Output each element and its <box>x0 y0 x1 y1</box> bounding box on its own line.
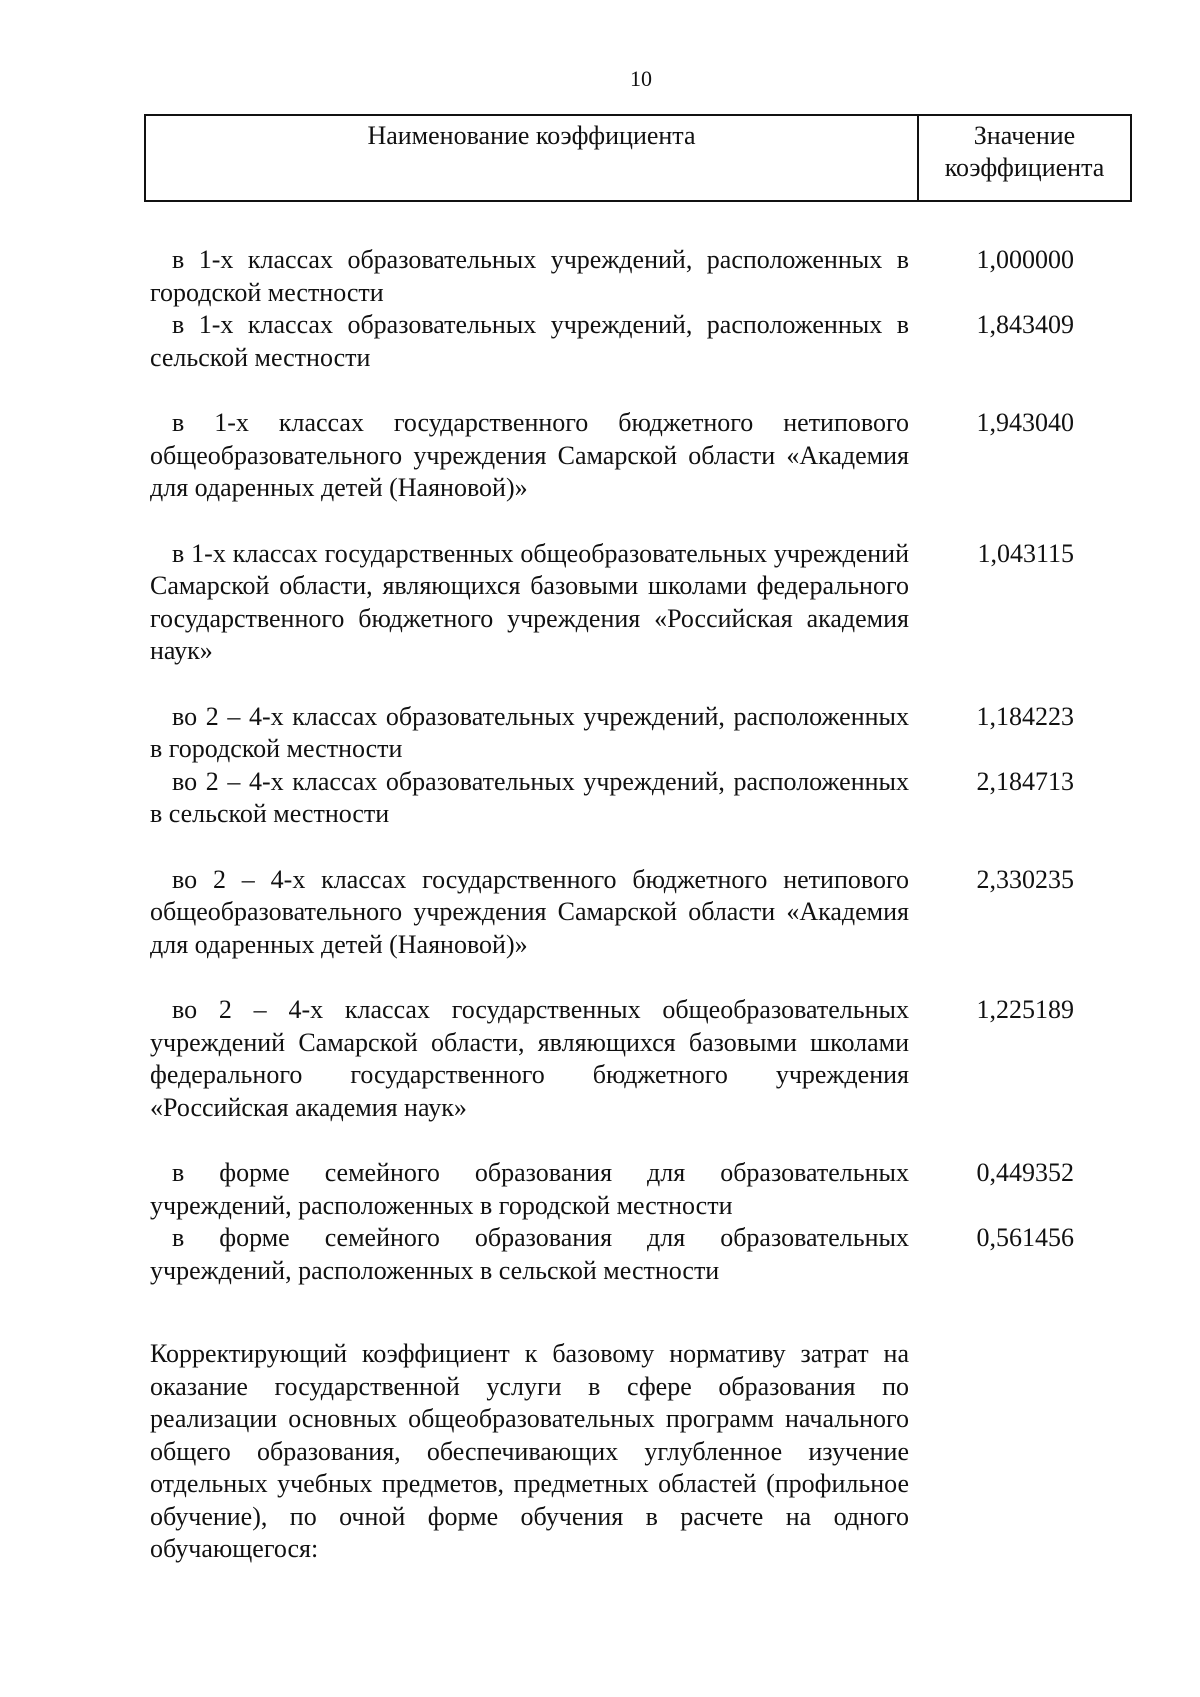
coefficient-list <box>150 244 1080 1287</box>
coefficient-row <box>150 407 1080 505</box>
coefficient-value: 0,449352 <box>976 1158 1074 1187</box>
correction-coefficient-note: Корректирующий коэффициент к базовому нормативу затрат на оказание государственной услуги в сфере образования по реализации основных общеобразовательных программ начального общего образования, обеспечивающих углубленное изучение отдельных учебных предметов, предметных областей (профильное обучение), по очной форме обучения в расчете на одного обучающегося: <box>150 1339 909 1563</box>
coefficient-table-header <box>144 114 1132 202</box>
coefficient-value: 1,843409 <box>976 310 1074 339</box>
coefficient-description: в 1-х классах государственного бюджетного нетипового общеобразовательного учреждения Самарской области «Академия для одаренных детей (Наяновой)» <box>150 408 909 502</box>
coefficient-value: 2,330235 <box>976 864 1074 894</box>
coefficient-value-header-line1: Значение <box>973 121 1076 150</box>
coefficient-row <box>150 538 1080 668</box>
coefficient-value: 0,561456 <box>976 1223 1074 1252</box>
coefficient-row <box>150 1222 1080 1287</box>
coefficient-value: 1,043115 <box>977 538 1074 568</box>
page-number: 10 <box>630 66 652 91</box>
coefficient-row <box>150 1157 1080 1222</box>
coefficient-value-header-line2: коэффициента <box>944 153 1105 182</box>
coefficient-description: в 1-х классах образовательных учреждений, расположенных в сельской местности <box>150 310 909 372</box>
coefficient-name-header: Наименование коэффициента <box>146 116 919 200</box>
coefficient-description: во 2 – 4-х классах государственного бюджетного нетипового общеобразовательного учреждения Самарской области «Академия для одаренных детей (Наяновой)» <box>150 864 909 959</box>
coefficient-description: в 1-х классах образовательных учреждений, расположенных в городской местности <box>150 245 909 307</box>
coefficient-value-header <box>919 116 1130 200</box>
coefficient-value: 1,225189 <box>976 995 1074 1024</box>
coefficient-description: во 2 – 4-х классах образовательных учреждений, расположенных в городской местности <box>150 701 909 763</box>
coefficient-row <box>150 994 1080 1124</box>
coefficient-row <box>150 864 1080 962</box>
coefficient-value: 2,184713 <box>976 766 1074 796</box>
coefficient-row <box>150 766 1080 831</box>
coefficient-row <box>150 244 1080 309</box>
coefficient-description: во 2 – 4-х классах образовательных учреждений, расположенных в сельской местности <box>150 766 909 828</box>
coefficient-row <box>150 701 1080 766</box>
coefficient-value: 1,184223 <box>976 701 1074 731</box>
coefficient-description: в форме семейного образования для образовательных учреждений, расположенных в городской местности <box>150 1158 909 1220</box>
coefficient-value: 1,000000 <box>976 245 1074 274</box>
coefficient-value: 1,943040 <box>976 408 1074 437</box>
coefficient-description: в 1-х классах государственных общеобразовательных учреждений Самарской области, являющихся базовыми школами федерального государственного бюджетного учреждения «Российская академия наук» <box>150 538 909 665</box>
coefficient-row <box>150 309 1080 374</box>
coefficient-description: в форме семейного образования для образовательных учреждений, расположенных в сельской местности <box>150 1223 909 1285</box>
coefficient-description: во 2 – 4-х классах государственных общеобразовательных учреждений Самарской области, являющихся базовыми школами федерального государственного бюджетного учреждения «Российская академия наук» <box>150 995 909 1122</box>
